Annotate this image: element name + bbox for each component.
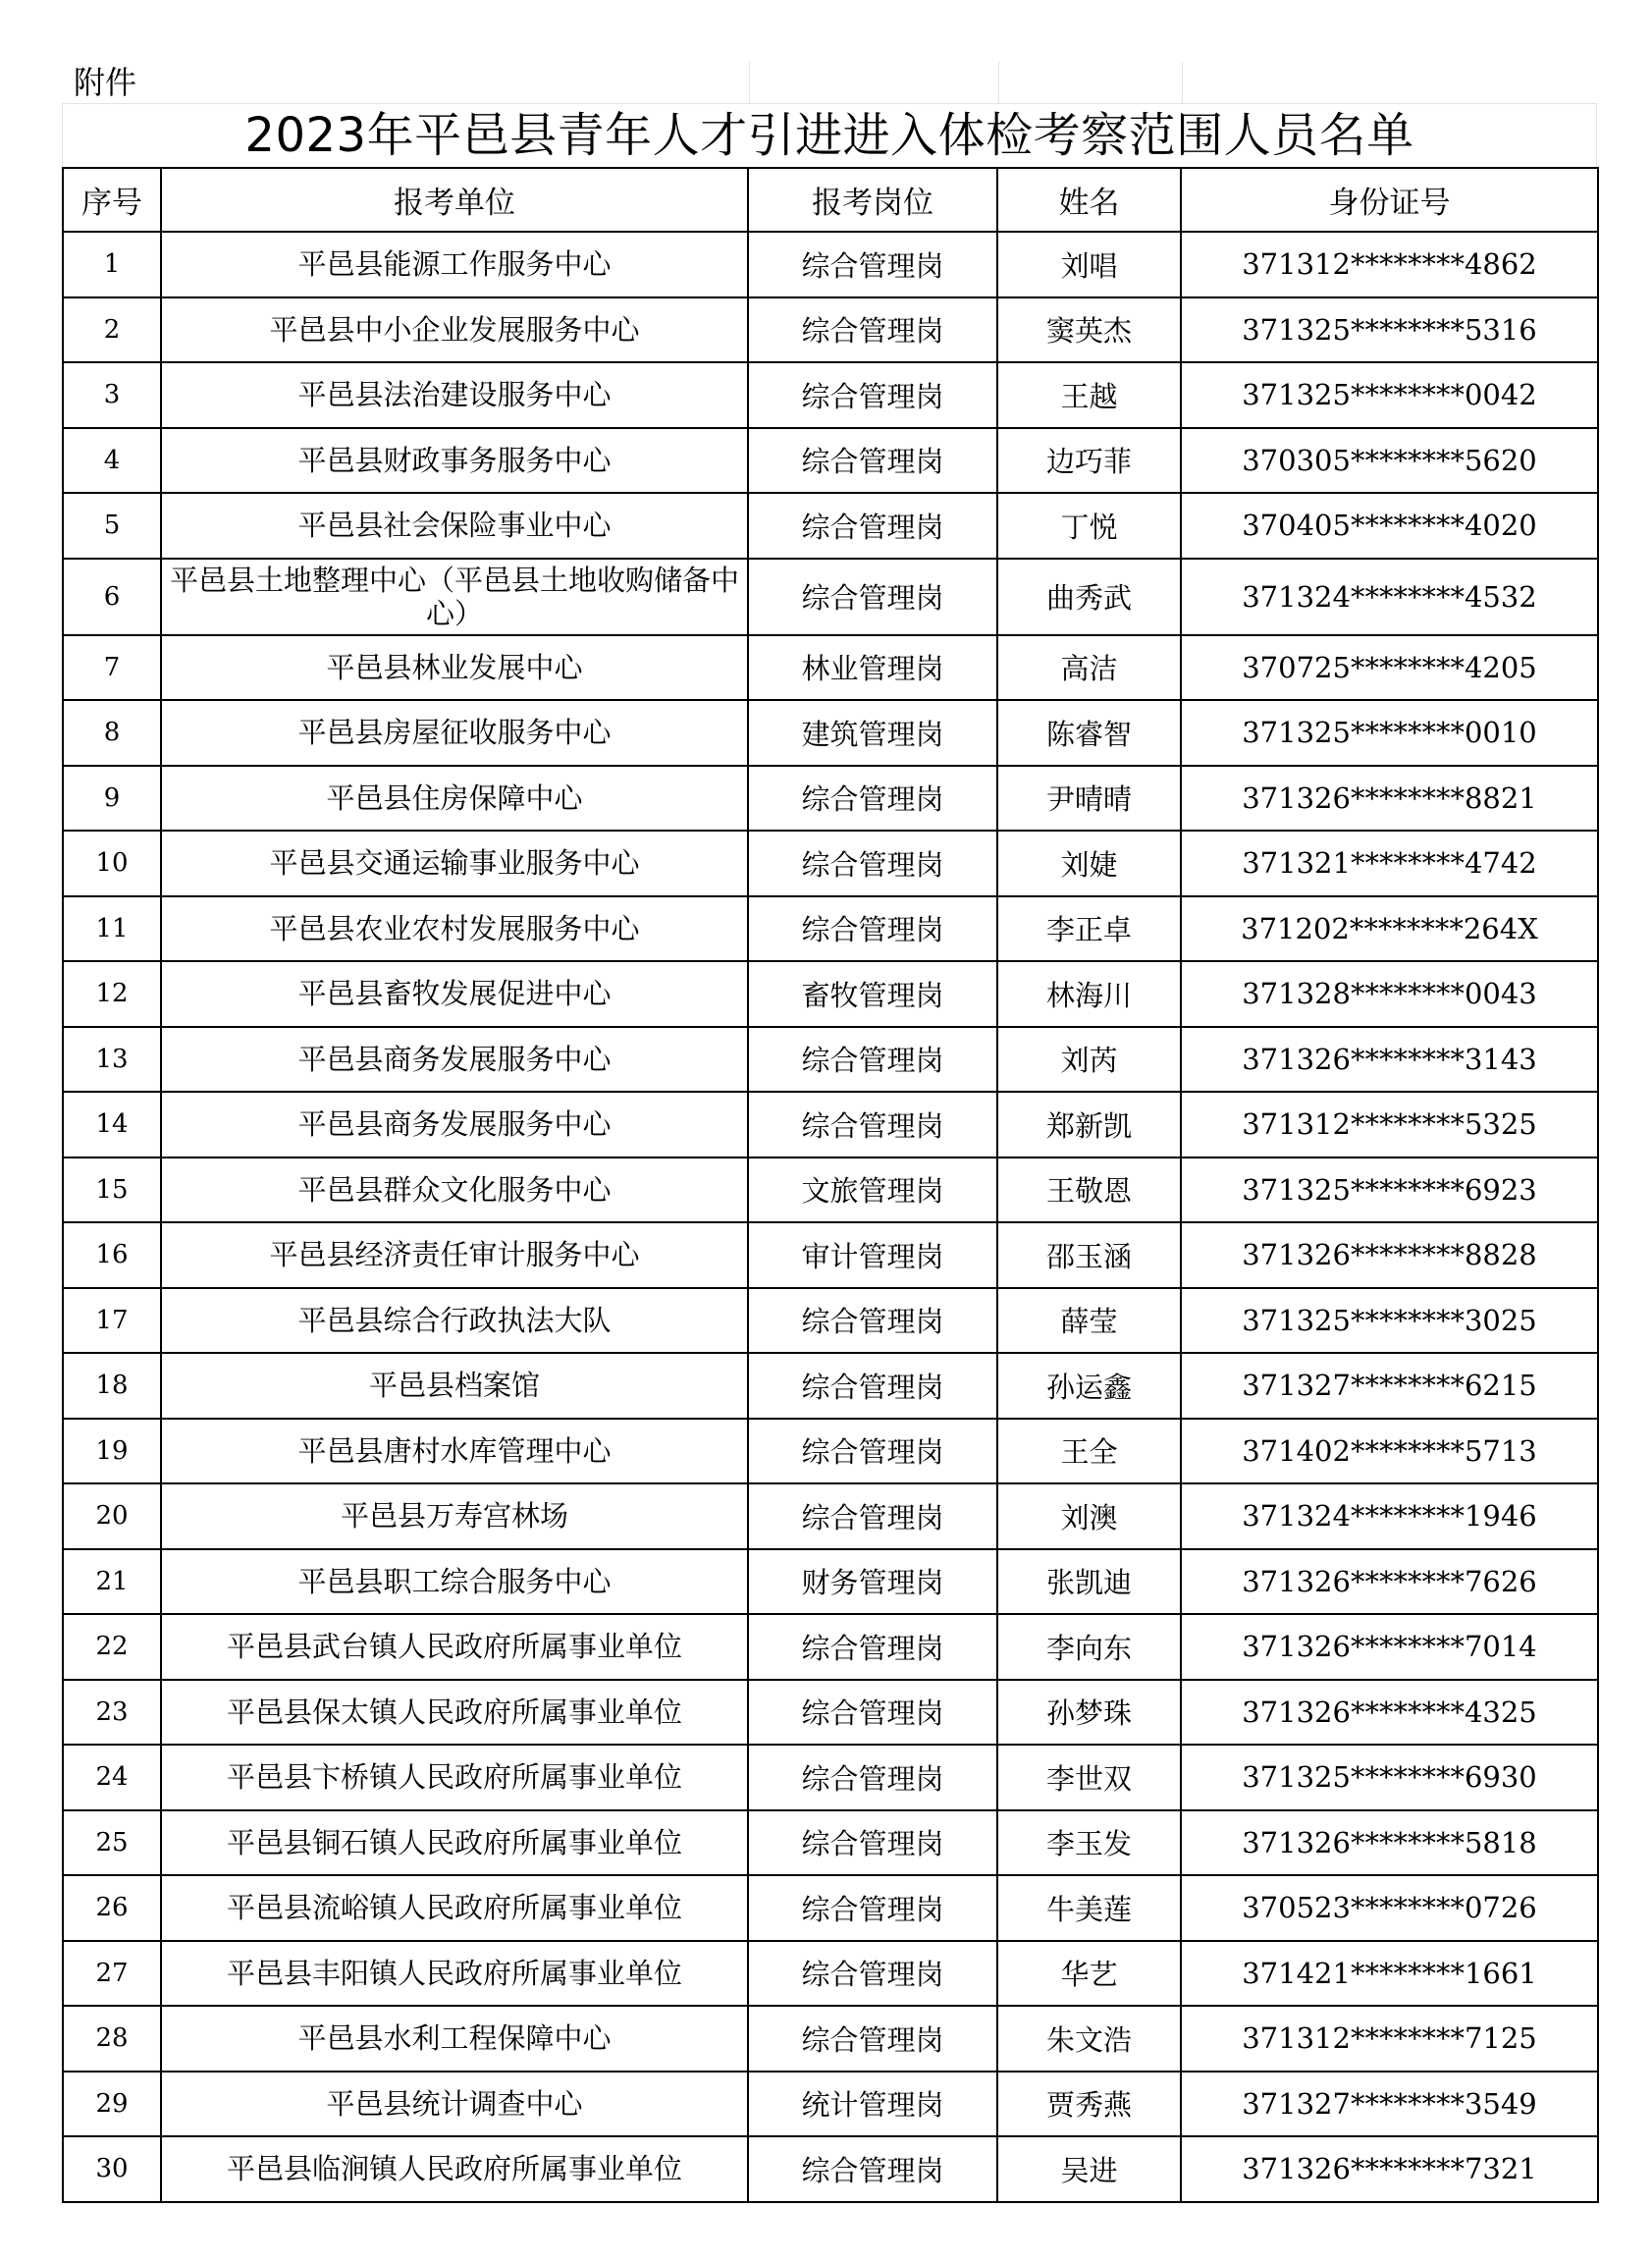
cell-id-number: 371324********4532 (1181, 559, 1598, 635)
cell-index: 25 (63, 1810, 161, 1876)
cell-name: 华艺 (997, 1941, 1181, 2007)
table-header-row (63, 168, 1598, 232)
cell-index: 22 (63, 1614, 161, 1680)
cell-unit: 平邑县畜牧发展促进中心 (161, 961, 748, 1027)
cell-id-number: 371325********0010 (1181, 700, 1598, 766)
cell-post: 综合管理岗 (748, 766, 997, 832)
cell-index: 8 (63, 700, 161, 766)
table-row (63, 232, 1598, 297)
document-title: 2023年平邑县青年人才引进进入体检考察范围人员名单 (244, 108, 1414, 163)
cell-id-number: 370405********4020 (1181, 493, 1598, 559)
cell-id-number: 371326********4325 (1181, 1680, 1598, 1746)
cell-id-number: 371326********7626 (1181, 1549, 1598, 1615)
header-index: 序号 (63, 168, 161, 232)
table-row (63, 559, 1598, 635)
cell-unit: 平邑县唐村水库管理中心 (161, 1419, 748, 1484)
spreadsheet-page (62, 62, 1597, 2203)
cell-post: 综合管理岗 (748, 559, 997, 635)
table-row (63, 1614, 1598, 1680)
cell-unit: 平邑县商务发展服务中心 (161, 1027, 748, 1093)
cell-name: 郑新凯 (997, 1092, 1181, 1157)
cell-name: 孙梦珠 (997, 1680, 1181, 1746)
cell-post: 综合管理岗 (748, 1810, 997, 1876)
cell-id-number: 370305********5620 (1181, 428, 1598, 494)
cell-id-number: 370523********0726 (1181, 1875, 1598, 1941)
cell-id-number: 371326********7321 (1181, 2136, 1598, 2202)
cell-name: 李世双 (997, 1745, 1181, 1810)
table-row (63, 896, 1598, 962)
cell-unit: 平邑县铜石镇人民政府所属事业单位 (161, 1810, 748, 1876)
cell-id-number: 371327********3549 (1181, 2072, 1598, 2137)
cell-name: 尹晴晴 (997, 766, 1181, 832)
cell-id-number: 371312********5325 (1181, 1092, 1598, 1157)
candidate-table (62, 167, 1599, 2203)
table-row (63, 428, 1598, 494)
cell-index: 20 (63, 1483, 161, 1549)
cell-post: 林业管理岗 (748, 635, 997, 701)
cell-name: 刘唱 (997, 232, 1181, 297)
table-row (63, 1092, 1598, 1157)
cell-id-number: 371325********6930 (1181, 1745, 1598, 1810)
table-row (63, 1353, 1598, 1419)
cell-index: 26 (63, 1875, 161, 1941)
header-id-number: 身份证号 (1181, 168, 1598, 232)
cell-id-number: 371325********0042 (1181, 362, 1598, 428)
table-row (63, 1745, 1598, 1810)
cell-index: 29 (63, 2072, 161, 2137)
cell-unit: 平邑县临涧镇人民政府所属事业单位 (161, 2136, 748, 2202)
cell-name: 陈睿智 (997, 700, 1181, 766)
cell-unit: 平邑县万寿宫林场 (161, 1483, 748, 1549)
cell-post: 综合管理岗 (748, 297, 997, 363)
cell-post: 畜牧管理岗 (748, 961, 997, 1027)
cell-unit: 平邑县群众文化服务中心 (161, 1157, 748, 1223)
attachment-label: 附件 (74, 64, 137, 101)
table-row (63, 1222, 1598, 1288)
cell-unit: 平邑县武台镇人民政府所属事业单位 (161, 1614, 748, 1680)
cell-post: 综合管理岗 (748, 493, 997, 559)
cell-unit: 平邑县保太镇人民政府所属事业单位 (161, 1680, 748, 1746)
cell-post: 综合管理岗 (748, 831, 997, 896)
cell-unit: 平邑县农业农村发展服务中心 (161, 896, 748, 962)
table-row (63, 1941, 1598, 2007)
cell-post: 综合管理岗 (748, 2136, 997, 2202)
table-row (63, 493, 1598, 559)
cell-unit: 平邑县职工综合服务中心 (161, 1549, 748, 1615)
header-unit: 报考单位 (161, 168, 748, 232)
cell-name: 窦英杰 (997, 297, 1181, 363)
cell-name: 朱文浩 (997, 2006, 1181, 2072)
cell-unit: 平邑县法治建设服务中心 (161, 362, 748, 428)
cell-unit: 平邑县水利工程保障中心 (161, 2006, 748, 2072)
cell-post: 综合管理岗 (748, 1353, 997, 1419)
cell-unit: 平邑县交通运输事业服务中心 (161, 831, 748, 896)
cell-id-number: 371321********4742 (1181, 831, 1598, 896)
cell-post: 综合管理岗 (748, 1745, 997, 1810)
table-row (63, 297, 1598, 363)
table-row (63, 700, 1598, 766)
cell-id-number: 371402********5713 (1181, 1419, 1598, 1484)
cell-id-number: 371325********3025 (1181, 1288, 1598, 1354)
table-row (63, 362, 1598, 428)
header-post: 报考岗位 (748, 168, 997, 232)
table-row (63, 2006, 1598, 2072)
cell-index: 5 (63, 493, 161, 559)
cell-post: 综合管理岗 (748, 1288, 997, 1354)
table-row (63, 2136, 1598, 2202)
cell-unit: 平邑县住房保障中心 (161, 766, 748, 832)
cell-name: 张凯迪 (997, 1549, 1181, 1615)
cell-id-number: 371312********7125 (1181, 2006, 1598, 2072)
cell-id-number: 371325********5316 (1181, 297, 1598, 363)
cell-index: 28 (63, 2006, 161, 2072)
cell-unit: 平邑县能源工作服务中心 (161, 232, 748, 297)
cell-post: 统计管理岗 (748, 2072, 997, 2137)
table-row (63, 1027, 1598, 1093)
table-row (63, 1680, 1598, 1746)
cell-post: 综合管理岗 (748, 1680, 997, 1746)
cell-name: 边巧菲 (997, 428, 1181, 494)
cell-index: 23 (63, 1680, 161, 1746)
cell-index: 9 (63, 766, 161, 832)
cell-name: 王全 (997, 1419, 1181, 1484)
table-row (63, 1157, 1598, 1223)
cell-index: 16 (63, 1222, 161, 1288)
table-row (63, 1549, 1598, 1615)
cell-index: 24 (63, 1745, 161, 1810)
cell-index: 18 (63, 1353, 161, 1419)
table-row (63, 961, 1598, 1027)
cell-unit: 平邑县丰阳镇人民政府所属事业单位 (161, 1941, 748, 2007)
cell-index: 19 (63, 1419, 161, 1484)
cell-index: 21 (63, 1549, 161, 1615)
cell-name: 王越 (997, 362, 1181, 428)
cell-unit: 平邑县财政事务服务中心 (161, 428, 748, 494)
cell-post: 综合管理岗 (748, 1027, 997, 1093)
cell-id-number: 371326********8821 (1181, 766, 1598, 832)
gridline (749, 62, 750, 103)
title-row (62, 104, 1597, 167)
cell-name: 薛莹 (997, 1288, 1181, 1354)
cell-name: 吴进 (997, 2136, 1181, 2202)
cell-post: 综合管理岗 (748, 1875, 997, 1941)
cell-index: 17 (63, 1288, 161, 1354)
cell-unit: 平邑县档案馆 (161, 1353, 748, 1419)
cell-name: 李玉发 (997, 1810, 1181, 1876)
table-row (63, 635, 1598, 701)
cell-post: 综合管理岗 (748, 1614, 997, 1680)
cell-index: 3 (63, 362, 161, 428)
table-row (63, 1875, 1598, 1941)
cell-name: 贾秀燕 (997, 2072, 1181, 2137)
cell-index: 1 (63, 232, 161, 297)
cell-index: 12 (63, 961, 161, 1027)
cell-name: 曲秀武 (997, 559, 1181, 635)
table-row (63, 766, 1598, 832)
cell-name: 丁悦 (997, 493, 1181, 559)
cell-id-number: 371326********8828 (1181, 1222, 1598, 1288)
cell-unit: 平邑县经济责任审计服务中心 (161, 1222, 748, 1288)
cell-id-number: 371327********6215 (1181, 1353, 1598, 1419)
attachment-row (62, 62, 1597, 104)
cell-index: 4 (63, 428, 161, 494)
cell-name: 刘芮 (997, 1027, 1181, 1093)
cell-post: 文旅管理岗 (748, 1157, 997, 1223)
cell-index: 14 (63, 1092, 161, 1157)
cell-id-number: 371421********1661 (1181, 1941, 1598, 2007)
cell-name: 牛美莲 (997, 1875, 1181, 1941)
cell-post: 建筑管理岗 (748, 700, 997, 766)
header-name: 姓名 (997, 168, 1181, 232)
cell-unit: 平邑县商务发展服务中心 (161, 1092, 748, 1157)
cell-unit: 平邑县房屋征收服务中心 (161, 700, 748, 766)
table-row (63, 1483, 1598, 1549)
table-row (63, 2072, 1598, 2137)
cell-post: 综合管理岗 (748, 1483, 997, 1549)
cell-name: 李向东 (997, 1614, 1181, 1680)
cell-unit: 平邑县统计调查中心 (161, 2072, 748, 2137)
table-row (63, 1288, 1598, 1354)
cell-unit: 平邑县土地整理中心（平邑县土地收购储备中心） (161, 559, 748, 635)
cell-post: 财务管理岗 (748, 1549, 997, 1615)
cell-id-number: 371326********7014 (1181, 1614, 1598, 1680)
cell-unit: 平邑县中小企业发展服务中心 (161, 297, 748, 363)
cell-post: 综合管理岗 (748, 1941, 997, 2007)
cell-name: 王敬恩 (997, 1157, 1181, 1223)
cell-index: 6 (63, 559, 161, 635)
cell-unit: 平邑县社会保险事业中心 (161, 493, 748, 559)
cell-id-number: 371326********5818 (1181, 1810, 1598, 1876)
cell-unit: 平邑县综合行政执法大队 (161, 1288, 748, 1354)
cell-name: 李正卓 (997, 896, 1181, 962)
cell-post: 综合管理岗 (748, 362, 997, 428)
cell-post: 综合管理岗 (748, 1419, 997, 1484)
cell-index: 10 (63, 831, 161, 896)
table-row (63, 1810, 1598, 1876)
cell-post: 审计管理岗 (748, 1222, 997, 1288)
cell-post: 综合管理岗 (748, 1092, 997, 1157)
cell-id-number: 371202********264X (1181, 896, 1598, 962)
cell-post: 综合管理岗 (748, 896, 997, 962)
cell-id-number: 371328********0043 (1181, 961, 1598, 1027)
cell-index: 15 (63, 1157, 161, 1223)
cell-name: 刘澳 (997, 1483, 1181, 1549)
gridline (1182, 62, 1183, 103)
cell-name: 刘婕 (997, 831, 1181, 896)
cell-name: 邵玉涵 (997, 1222, 1181, 1288)
cell-id-number: 371312********4862 (1181, 232, 1598, 297)
cell-id-number: 371326********3143 (1181, 1027, 1598, 1093)
cell-index: 11 (63, 896, 161, 962)
cell-unit: 平邑县流峪镇人民政府所属事业单位 (161, 1875, 748, 1941)
cell-unit: 平邑县林业发展中心 (161, 635, 748, 701)
cell-id-number: 371324********1946 (1181, 1483, 1598, 1549)
cell-post: 综合管理岗 (748, 232, 997, 297)
cell-index: 13 (63, 1027, 161, 1093)
cell-index: 27 (63, 1941, 161, 2007)
cell-id-number: 371325********6923 (1181, 1157, 1598, 1223)
cell-name: 林海川 (997, 961, 1181, 1027)
table-row (63, 831, 1598, 896)
cell-index: 30 (63, 2136, 161, 2202)
cell-post: 综合管理岗 (748, 2006, 997, 2072)
cell-index: 7 (63, 635, 161, 701)
cell-unit: 平邑县卞桥镇人民政府所属事业单位 (161, 1745, 748, 1810)
cell-name: 孙运鑫 (997, 1353, 1181, 1419)
cell-post: 综合管理岗 (748, 428, 997, 494)
cell-name: 高洁 (997, 635, 1181, 701)
cell-index: 2 (63, 297, 161, 363)
gridline (998, 62, 999, 103)
cell-id-number: 370725********4205 (1181, 635, 1598, 701)
table-row (63, 1419, 1598, 1484)
